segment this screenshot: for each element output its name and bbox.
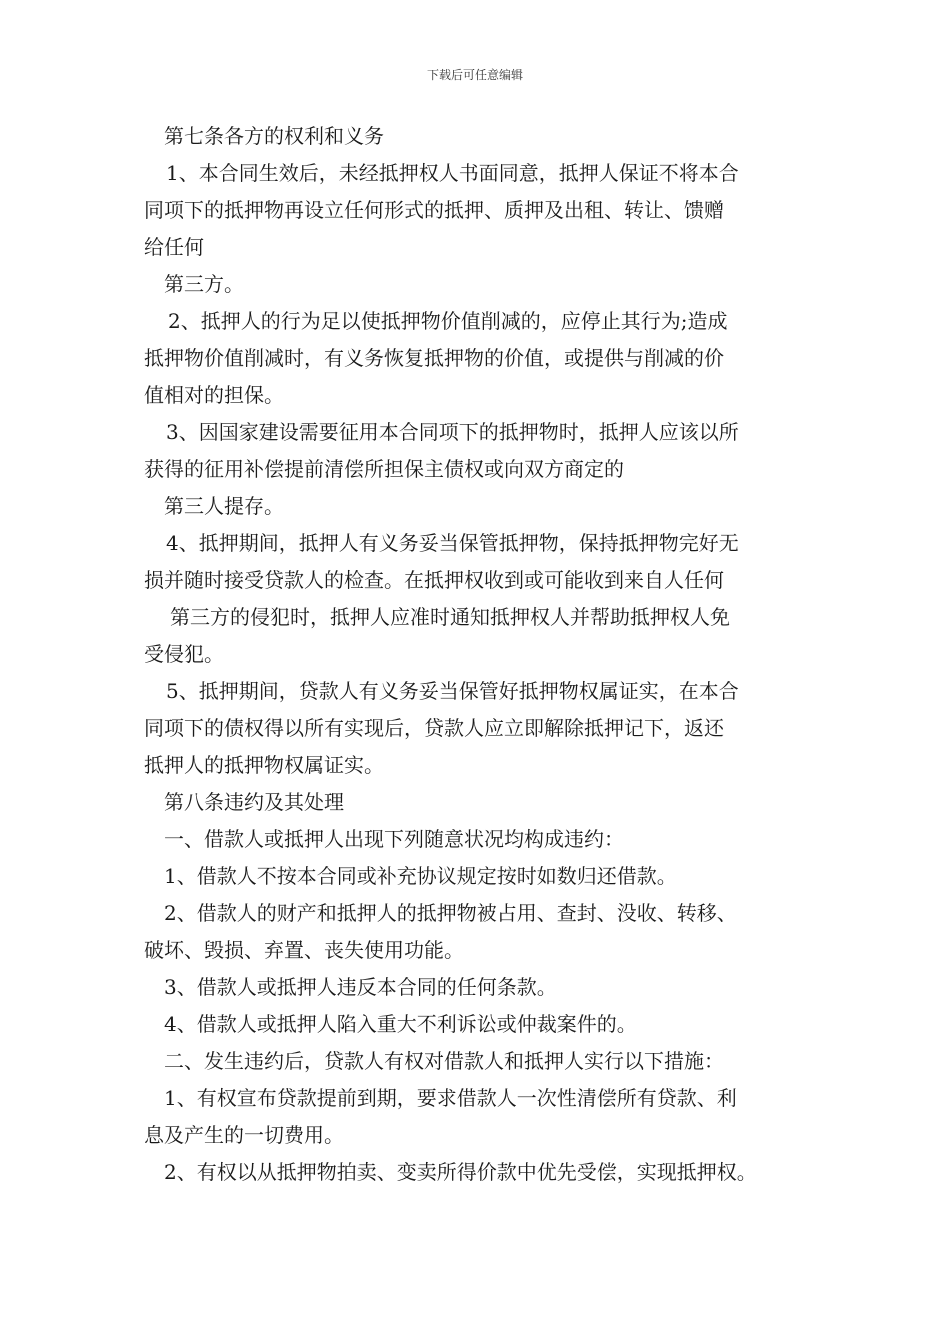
- paragraph-line: 抵押人的抵押物权属证实。: [144, 753, 384, 777]
- page-header: 下载后可任意编辑: [426, 68, 523, 82]
- paragraph-line: 1、借款人不按本合同或补充协议规定按时如数归还借款。: [164, 864, 677, 888]
- paragraph-line: 受侵犯。: [144, 642, 224, 666]
- paragraph-line: 1、本合同生效后，未经抵押权人书面同意，抵押人保证不将本合: [166, 161, 739, 185]
- paragraph-line: 2、抵押人的行为足以使抵押物价值削减的，应停止其行为;造成: [168, 309, 728, 333]
- paragraph-line: 获得的征用补偿提前清偿所担保主债权或向双方商定的: [144, 457, 624, 481]
- paragraph-line: 4、借款人或抵押人陷入重大不利诉讼或仲裁案件的。: [164, 1012, 637, 1036]
- paragraph-line: 1、有权宣布贷款提前到期，要求借款人一次性清偿所有贷款、利: [164, 1086, 737, 1110]
- document-body: [144, 118, 824, 1191]
- article-7-title: 第七条各方的权利和义务: [164, 124, 384, 148]
- paragraph-line: 2、有权以从抵押物拍卖、变卖所得价款中优先受偿，实现抵押权。: [164, 1160, 757, 1184]
- paragraph-line: 破坏、毁损、弃置、丧失使用功能。: [144, 938, 464, 962]
- paragraph-line: 抵押物价值削减时，有义务恢复抵押物的价值，或提供与削减的价: [144, 346, 724, 370]
- paragraph-line: 2、借款人的财产和抵押人的抵押物被占用、查封、没收、转移、: [164, 901, 737, 925]
- paragraph-line: 第三人提存。: [164, 494, 284, 518]
- paragraph-line: 损并随时接受贷款人的检查。在抵押权收到或可能收到来自人任何: [144, 568, 724, 592]
- paragraph-line: 同项下的抵押物再设立任何形式的抵押、质押及出租、转让、馈赠: [144, 198, 724, 222]
- paragraph-line: 一、借款人或抵押人出现下列随意状况均构成违约：: [164, 827, 624, 851]
- paragraph-line: 5、抵押期间，贷款人有义务妥当保管好抵押物权属证实，在本合: [166, 679, 739, 703]
- paragraph-line: 同项下的债权得以所有实现后，贷款人应立即解除抵押记下，返还: [144, 716, 724, 740]
- paragraph-line: 3、因国家建设需要征用本合同项下的抵押物时，抵押人应该以所: [166, 420, 739, 444]
- paragraph-line: 第三方的侵犯时，抵押人应准时通知抵押权人并帮助抵押权人免: [170, 605, 730, 629]
- paragraph-line: 4、抵押期间，抵押人有义务妥当保管抵押物，保持抵押物完好无: [166, 531, 739, 555]
- paragraph-line: 第三方。: [164, 272, 244, 296]
- paragraph-line: 给任何: [144, 235, 204, 259]
- paragraph-line: 二、发生违约后，贷款人有权对借款人和抵押人实行以下措施：: [164, 1049, 724, 1073]
- paragraph-line: 3、借款人或抵押人违反本合同的任何条款。: [164, 975, 557, 999]
- paragraph-line: 值相对的担保。: [144, 383, 284, 407]
- article-8-title: 第八条违约及其处理: [164, 790, 344, 814]
- paragraph-line: 息及产生的一切费用。: [144, 1123, 344, 1147]
